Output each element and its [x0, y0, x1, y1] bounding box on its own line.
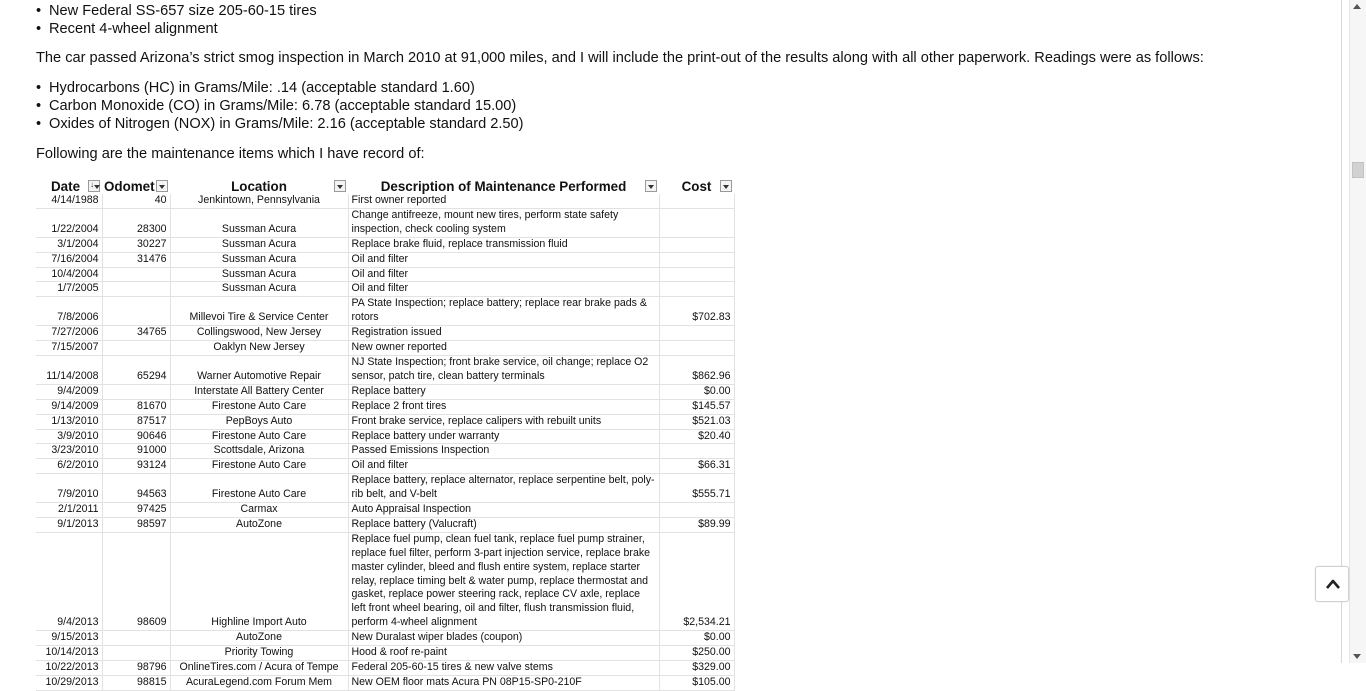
cost-cell: [659, 194, 734, 208]
cost-cell: $145.57: [659, 399, 734, 414]
date-cell: 4/14/1988: [36, 194, 102, 208]
cost-cell: $555.71: [659, 474, 734, 503]
table-row: [36, 675, 734, 690]
odometer-cell: 30227: [102, 237, 170, 252]
emission-reading-item: • Carbon Monoxide (CO) in Grams/Mile: 6.78 (acceptable standard 15.00): [36, 97, 524, 115]
odometer-cell: 87517: [102, 414, 170, 429]
odometer-cell: [102, 384, 170, 399]
date-cell: 1/7/2005: [36, 282, 102, 297]
table-header-row: [36, 175, 734, 194]
dropdown-filter-icon[interactable]: [156, 180, 168, 192]
description-cell: Replace battery (Valucraft): [348, 517, 659, 532]
cost-header: Cost: [659, 175, 734, 194]
description-cell: Passed Emissions Inspection: [348, 444, 659, 459]
cost-cell: [659, 267, 734, 282]
cost-cell: $329.00: [659, 661, 734, 676]
sort-filter-icon[interactable]: [88, 180, 100, 192]
description-cell: Replace battery under warranty: [348, 429, 659, 444]
description-cell: Oil and filter: [348, 267, 659, 282]
location-cell: Jenkintown, Pennsylvania: [170, 194, 348, 208]
description-cell: New OEM floor mats Acura PN 08P15-SP0-210F: [348, 675, 659, 690]
cost-cell: [659, 282, 734, 297]
date-cell: 10/4/2004: [36, 267, 102, 282]
date-cell: 9/15/2013: [36, 631, 102, 646]
location-cell: AutoZone: [170, 631, 348, 646]
odometer-cell: [102, 267, 170, 282]
location-cell: Collingswood, New Jersey: [170, 326, 348, 341]
description-cell: NJ State Inspection; front brake service, oil change; replace O2 sensor, patch tire, clean battery terminals: [348, 355, 659, 384]
location-cell: Highline Import Auto: [170, 532, 348, 630]
odometer-cell: 34765: [102, 326, 170, 341]
cost-cell: [659, 326, 734, 341]
date-cell: 6/2/2010: [36, 459, 102, 474]
table-row: [36, 355, 734, 384]
table-row: [36, 646, 734, 661]
description-cell: Registration issued: [348, 326, 659, 341]
date-cell: 11/14/2008: [36, 355, 102, 384]
emission-reading-item: • Hydrocarbons (HC) in Grams/Mile: .14 (acceptable standard 1.60): [36, 79, 524, 97]
odometer-cell: 98597: [102, 517, 170, 532]
date-cell: 9/1/2013: [36, 517, 102, 532]
odometer-cell: 81670: [102, 399, 170, 414]
location-cell: Sussman Acura: [170, 267, 348, 282]
equipment-bullet: • New Federal SS-657 size 205-60-15 tires: [36, 2, 317, 20]
description-cell: Oil and filter: [348, 252, 659, 267]
cost-cell: $862.96: [659, 355, 734, 384]
date-cell: 7/27/2006: [36, 326, 102, 341]
vertical-scrollbar[interactable]: [1349, 0, 1366, 663]
description-cell: Auto Appraisal Inspection: [348, 503, 659, 518]
location-cell: Warner Automotive Repair: [170, 355, 348, 384]
table-row: [36, 444, 734, 459]
odometer-cell: 93124: [102, 459, 170, 474]
emission-readings-list: [36, 79, 524, 133]
table-row: [36, 282, 734, 297]
table-row: [36, 532, 734, 630]
table-row: [36, 237, 734, 252]
odometer-header: Odomet: [102, 175, 170, 194]
odometer-cell: 97425: [102, 503, 170, 518]
cost-cell: [659, 503, 734, 518]
date-cell: 7/9/2010: [36, 474, 102, 503]
location-cell: Sussman Acura: [170, 252, 348, 267]
scroll-up-arrow-icon[interactable]: [1353, 4, 1361, 9]
table-row: [36, 252, 734, 267]
odometer-cell: [102, 282, 170, 297]
odometer-cell: 91000: [102, 444, 170, 459]
table-row: [36, 631, 734, 646]
table-row: [36, 297, 734, 326]
date-cell: 3/9/2010: [36, 429, 102, 444]
cost-cell: [659, 208, 734, 237]
description-cell: Federal 205-60-15 tires & new valve stems: [348, 661, 659, 676]
location-cell: Firestone Auto Care: [170, 459, 348, 474]
table-row: [36, 517, 734, 532]
location-cell: PepBoys Auto: [170, 414, 348, 429]
date-cell: 1/22/2004: [36, 208, 102, 237]
equipment-bullet: • Recent 4-wheel alignment: [36, 20, 317, 38]
date-cell: 10/22/2013: [36, 661, 102, 676]
odometer-cell: 98815: [102, 675, 170, 690]
maintenance-intro: Following are the maintenance items which I have record of:: [36, 146, 425, 162]
odometer-cell: [102, 341, 170, 356]
description-header: Description of Maintenance Performed: [348, 175, 659, 194]
dropdown-filter-icon[interactable]: [334, 180, 346, 192]
location-cell: AcuraLegend.com Forum Mem: [170, 675, 348, 690]
location-cell: Oaklyn New Jersey: [170, 341, 348, 356]
table-row: [36, 503, 734, 518]
odometer-cell: 98796: [102, 661, 170, 676]
description-cell: PA State Inspection; replace battery; replace rear brake pads & rotors: [348, 297, 659, 326]
cost-cell: [659, 237, 734, 252]
maintenance-table: [36, 175, 735, 691]
location-cell: Sussman Acura: [170, 282, 348, 297]
location-cell: AutoZone: [170, 517, 348, 532]
table-row: [36, 459, 734, 474]
odometer-cell: 28300: [102, 208, 170, 237]
table-row: [36, 414, 734, 429]
description-cell: Front brake service, replace calipers with rebuilt units: [348, 414, 659, 429]
emission-reading-item: • Oxides of Nitrogen (NOX) in Grams/Mile: 2.16 (acceptable standard 2.50): [36, 115, 524, 133]
date-cell: 7/15/2007: [36, 341, 102, 356]
location-cell: Priority Towing: [170, 646, 348, 661]
cost-cell: $66.31: [659, 459, 734, 474]
odometer-cell: [102, 646, 170, 661]
table-row: [36, 267, 734, 282]
description-cell: Change antifreeze, mount new tires, perform state safety inspection, check cooling system: [348, 208, 659, 237]
table-row: [36, 429, 734, 444]
scroll-thumb[interactable]: [1352, 162, 1364, 178]
location-cell: Carmax: [170, 503, 348, 518]
location-cell: Firestone Auto Care: [170, 399, 348, 414]
odometer-cell: 65294: [102, 355, 170, 384]
cost-cell: $105.00: [659, 675, 734, 690]
description-cell: Oil and filter: [348, 459, 659, 474]
description-cell: New Duralast wiper blades (coupon): [348, 631, 659, 646]
location-cell: Firestone Auto Care: [170, 429, 348, 444]
table-row: [36, 341, 734, 356]
description-cell: Oil and filter: [348, 282, 659, 297]
date-cell: 3/1/2004: [36, 237, 102, 252]
description-cell: Replace fuel pump, clean fuel tank, replace fuel pump strainer, replace fuel filter, perform 3-part injection service, replace brake master cylinder, bleed and flush entire system, replace starter relay, replace timing belt & water pump, replace thermostat and gasket, replace power steering rack, replace CV axle, replace left front wheel bearing, oil and filter, flush transmission fluid, perform 4-wheel alignment: [348, 532, 659, 630]
description-cell: Replace brake fluid, replace transmission fluid: [348, 237, 659, 252]
cost-cell: [659, 444, 734, 459]
table-row: [36, 399, 734, 414]
table-row: [36, 384, 734, 399]
description-cell: Replace battery, replace alternator, replace serpentine belt, poly-rib belt, and V-belt: [348, 474, 659, 503]
odometer-cell: 98609: [102, 532, 170, 630]
cost-cell: $702.83: [659, 297, 734, 326]
location-cell: Sussman Acura: [170, 237, 348, 252]
odometer-cell: [102, 297, 170, 326]
odometer-cell: 94563: [102, 474, 170, 503]
location-cell: Millevoi Tire & Service Center: [170, 297, 348, 326]
cost-cell: $2,534.21: [659, 532, 734, 630]
location-cell: Interstate All Battery Center: [170, 384, 348, 399]
cost-cell: $0.00: [659, 384, 734, 399]
cost-cell: $89.99: [659, 517, 734, 532]
scroll-down-arrow-icon[interactable]: [1353, 654, 1361, 659]
table-row: [36, 208, 734, 237]
date-cell: 9/4/2013: [36, 532, 102, 630]
date-cell: 7/16/2004: [36, 252, 102, 267]
odometer-cell: 31476: [102, 252, 170, 267]
description-cell: Hood & roof re-paint: [348, 646, 659, 661]
equipment-bullet-list: [36, 2, 317, 38]
odometer-cell: 90646: [102, 429, 170, 444]
date-cell: 7/8/2006: [36, 297, 102, 326]
cost-cell: $250.00: [659, 646, 734, 661]
odometer-cell: 40: [102, 194, 170, 208]
cost-cell: $0.00: [659, 631, 734, 646]
chevron-up-icon: [1325, 578, 1341, 590]
table-row: [36, 194, 734, 208]
date-cell: 2/1/2011: [36, 503, 102, 518]
table-row: [36, 474, 734, 503]
date-cell: 10/14/2013: [36, 646, 102, 661]
location-cell: Scottsdale, Arizona: [170, 444, 348, 459]
location-cell: OnlineTires.com / Acura of Tempe: [170, 661, 348, 676]
cost-cell: $20.40: [659, 429, 734, 444]
description-cell: First owner reported: [348, 194, 659, 208]
date-cell: 9/4/2009: [36, 384, 102, 399]
cost-cell: $521.03: [659, 414, 734, 429]
dropdown-filter-icon[interactable]: [720, 180, 732, 192]
location-cell: Sussman Acura: [170, 208, 348, 237]
description-cell: Replace battery: [348, 384, 659, 399]
description-cell: Replace 2 front tires: [348, 399, 659, 414]
date-header: Date ↓: [36, 175, 102, 194]
back-to-top-button[interactable]: [1315, 566, 1349, 602]
date-cell: 10/29/2013: [36, 675, 102, 690]
smog-paragraph: The car passed Arizona’s strict smog inspection in March 2010 at 91,000 miles, and I will include the print-out of the results along with all other paperwork. Readings were as follows:: [36, 50, 1204, 66]
description-cell: New owner reported: [348, 341, 659, 356]
date-cell: 9/14/2009: [36, 399, 102, 414]
table-row: [36, 326, 734, 341]
location-cell: Firestone Auto Care: [170, 474, 348, 503]
cost-cell: [659, 252, 734, 267]
date-cell: 3/23/2010: [36, 444, 102, 459]
location-header: Location: [170, 175, 348, 194]
dropdown-filter-icon[interactable]: [645, 180, 657, 192]
cost-cell: [659, 341, 734, 356]
date-cell: 1/13/2010: [36, 414, 102, 429]
odometer-cell: [102, 631, 170, 646]
